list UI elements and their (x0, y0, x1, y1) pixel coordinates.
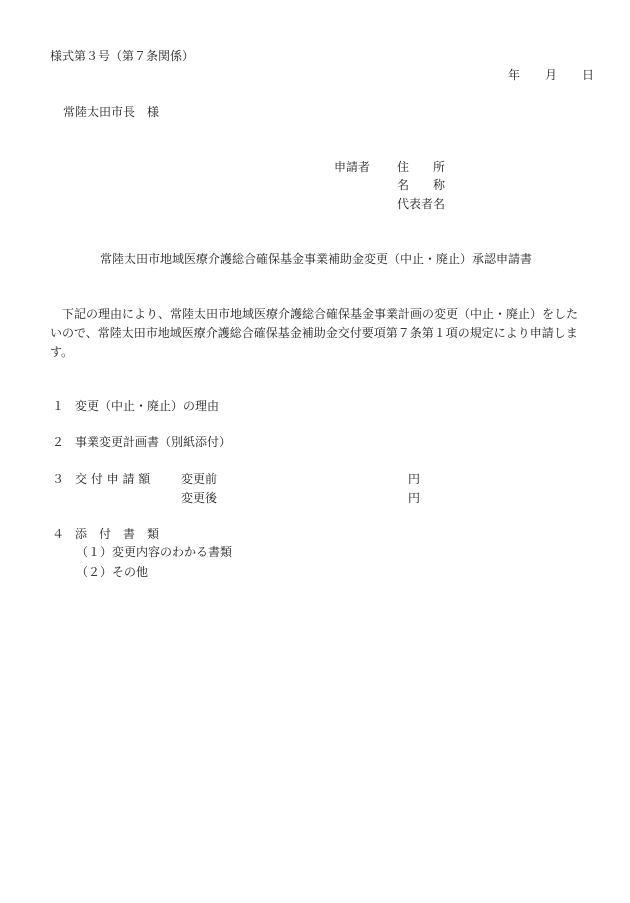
date-day: 日 (582, 68, 595, 82)
attachment-1: （１）変更内容のわかる書類 (76, 545, 233, 559)
document-title: 常陸太田市地域医療介護総合確保基金事業補助金変更（中止・廃止）承認申請書 (100, 252, 533, 266)
form-number: 様式第３号（第７条関係） (50, 49, 195, 63)
attachment-2: （２）その他 (76, 565, 149, 579)
item-3-label: 交 付 申 請 額 (75, 472, 151, 486)
amount-after-label: 変更後 (181, 491, 218, 505)
item-1-number: １ (52, 399, 65, 413)
amount-before-label: 変更前 (181, 472, 218, 486)
body-paragraph (50, 305, 600, 362)
amount-before-unit: 円 (408, 472, 421, 486)
date-year: 年 (508, 68, 521, 82)
addressee: 常陸太田市長 様 (63, 105, 160, 119)
representative-label: 代表者名 (397, 197, 446, 211)
item-1-label: 変更（中止・廃止）の理由 (75, 399, 220, 413)
applicant-label: 申請者 (334, 160, 371, 174)
item-4-number: ４ (52, 527, 65, 541)
item-2-label: 事業変更計画書（別紙添付） (75, 435, 232, 449)
item-2-number: ２ (52, 435, 65, 449)
item-3-number: ３ (52, 472, 65, 486)
address-label: 住 所 (397, 160, 446, 174)
name-label: 名 称 (397, 178, 446, 192)
body-line: 下記の理由により、常陸太田市地域医療介護総合確保基金事業計画の変更（中止・廃止）をした (62, 307, 579, 321)
amount-after-unit: 円 (408, 491, 421, 505)
body-line: す。 (50, 345, 74, 359)
body-line: いので、常陸太田市地域医療介護総合確保基金補助金交付要項第７条第１項の規定により申請しま (50, 326, 578, 340)
item-4-label: 添 付 書 類 (75, 527, 160, 541)
date-month: 月 (545, 68, 558, 82)
